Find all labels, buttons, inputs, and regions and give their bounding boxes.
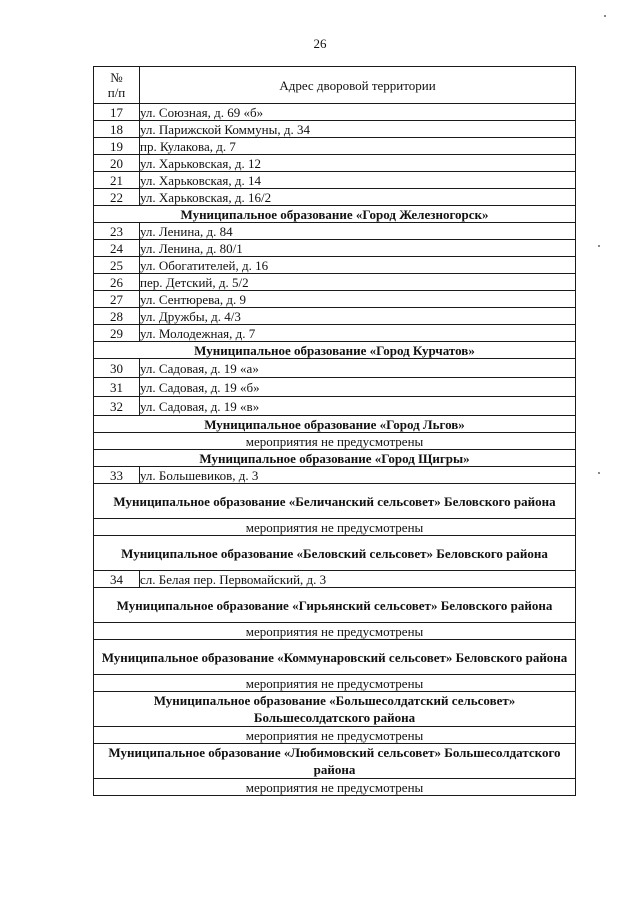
row-address: ул. Обогатителей, д. 16 bbox=[140, 257, 576, 274]
row-number: 17 bbox=[94, 104, 140, 121]
note-row bbox=[94, 433, 576, 450]
table-row bbox=[94, 138, 576, 155]
row-number: 34 bbox=[94, 571, 140, 588]
row-number: 28 bbox=[94, 308, 140, 325]
row-number: 21 bbox=[94, 172, 140, 189]
section-title: Муниципальное образование «Беличанский сельсовет» Беловского района bbox=[94, 484, 576, 519]
row-address: пер. Детский, д. 5/2 bbox=[140, 274, 576, 291]
row-number: 30 bbox=[94, 359, 140, 378]
table-row bbox=[94, 240, 576, 257]
row-address: ул. Дружбы, д. 4/3 bbox=[140, 308, 576, 325]
table-row bbox=[94, 257, 576, 274]
row-address: ул. Харьковская, д. 14 bbox=[140, 172, 576, 189]
row-address: сл. Белая пер. Первомайский, д. 3 bbox=[140, 571, 576, 588]
row-number: 29 bbox=[94, 325, 140, 342]
row-number: 19 bbox=[94, 138, 140, 155]
row-number: 33 bbox=[94, 467, 140, 484]
scan-speck bbox=[604, 15, 606, 17]
scan-speck bbox=[598, 472, 600, 474]
note-text: мероприятия не предусмотрены bbox=[94, 623, 576, 640]
row-number: 22 bbox=[94, 189, 140, 206]
section-row bbox=[94, 206, 576, 223]
section-row bbox=[94, 640, 576, 675]
address-table-body bbox=[94, 67, 576, 796]
row-number: 27 bbox=[94, 291, 140, 308]
table-row bbox=[94, 571, 576, 588]
table-row bbox=[94, 359, 576, 378]
section-title: Муниципальное образование «Город Льгов» bbox=[94, 416, 576, 433]
row-address: ул. Харьковская, д. 16/2 bbox=[140, 189, 576, 206]
note-text: мероприятия не предусмотрены bbox=[94, 433, 576, 450]
note-row bbox=[94, 727, 576, 744]
header-number-symbol: № bbox=[110, 70, 123, 85]
row-number: 26 bbox=[94, 274, 140, 291]
section-row bbox=[94, 450, 576, 467]
section-row bbox=[94, 692, 576, 727]
header-address-cell: Адрес дворовой территории bbox=[140, 67, 576, 104]
note-row bbox=[94, 623, 576, 640]
table-row bbox=[94, 155, 576, 172]
table-row bbox=[94, 104, 576, 121]
row-number: 18 bbox=[94, 121, 140, 138]
row-address: ул. Садовая, д. 19 «б» bbox=[140, 378, 576, 397]
section-title: Муниципальное образование «Беловский сельсовет» Беловского района bbox=[94, 536, 576, 571]
table-row bbox=[94, 467, 576, 484]
section-title: Муниципальное образование «Город Железногорск» bbox=[94, 206, 576, 223]
table-row bbox=[94, 223, 576, 240]
row-number: 24 bbox=[94, 240, 140, 257]
note-row bbox=[94, 779, 576, 796]
note-row bbox=[94, 675, 576, 692]
section-row bbox=[94, 484, 576, 519]
page-number: 26 bbox=[313, 36, 327, 51]
row-address: ул. Молодежная, д. 7 bbox=[140, 325, 576, 342]
table-row bbox=[94, 172, 576, 189]
row-address: ул. Большевиков, д. 3 bbox=[140, 467, 576, 484]
table-row bbox=[94, 189, 576, 206]
header-number-abbr: п/п bbox=[107, 85, 126, 100]
table-row bbox=[94, 397, 576, 416]
address-table bbox=[93, 66, 576, 796]
table-row bbox=[94, 291, 576, 308]
section-row bbox=[94, 342, 576, 359]
note-text: мероприятия не предусмотрены bbox=[94, 779, 576, 796]
section-row bbox=[94, 744, 576, 779]
table-row bbox=[94, 274, 576, 291]
section-title: Муниципальное образование «Любимовский сельсовет» Большесолдатского района bbox=[94, 744, 576, 779]
section-title: Муниципальное образование «Гирьянский сельсовет» Беловского района bbox=[94, 588, 576, 623]
table-row bbox=[94, 378, 576, 397]
header-number-cell bbox=[94, 67, 140, 104]
note-text: мероприятия не предусмотрены bbox=[94, 519, 576, 536]
row-number: 31 bbox=[94, 378, 140, 397]
section-title: Муниципальное образование «Город Щигры» bbox=[94, 450, 576, 467]
note-row bbox=[94, 519, 576, 536]
scan-speck bbox=[598, 245, 600, 247]
row-address: ул. Парижской Коммуны, д. 34 bbox=[140, 121, 576, 138]
row-address: ул. Харьковская, д. 12 bbox=[140, 155, 576, 172]
row-number: 25 bbox=[94, 257, 140, 274]
row-number: 23 bbox=[94, 223, 140, 240]
row-number: 20 bbox=[94, 155, 140, 172]
row-number: 32 bbox=[94, 397, 140, 416]
table-row bbox=[94, 121, 576, 138]
note-text: мероприятия не предусмотрены bbox=[94, 727, 576, 744]
table-row bbox=[94, 325, 576, 342]
section-title: Муниципальное образование «Коммунаровский сельсовет» Беловского района bbox=[94, 640, 576, 675]
section-row bbox=[94, 536, 576, 571]
row-address: ул. Ленина, д. 84 bbox=[140, 223, 576, 240]
row-address: ул. Садовая, д. 19 «а» bbox=[140, 359, 576, 378]
row-address: ул. Сентюрева, д. 9 bbox=[140, 291, 576, 308]
row-address: ул. Союзная, д. 69 «б» bbox=[140, 104, 576, 121]
section-title: Муниципальное образование «Город Курчатов» bbox=[94, 342, 576, 359]
row-address: ул. Садовая, д. 19 «в» bbox=[140, 397, 576, 416]
section-row bbox=[94, 416, 576, 433]
table-row bbox=[94, 308, 576, 325]
table-header-row bbox=[94, 67, 576, 104]
row-address: пр. Кулакова, д. 7 bbox=[140, 138, 576, 155]
row-address: ул. Ленина, д. 80/1 bbox=[140, 240, 576, 257]
section-row bbox=[94, 588, 576, 623]
section-title: Муниципальное образование «Большесолдатский сельсовет» Большесолдатского района bbox=[94, 692, 576, 727]
note-text: мероприятия не предусмотрены bbox=[94, 675, 576, 692]
